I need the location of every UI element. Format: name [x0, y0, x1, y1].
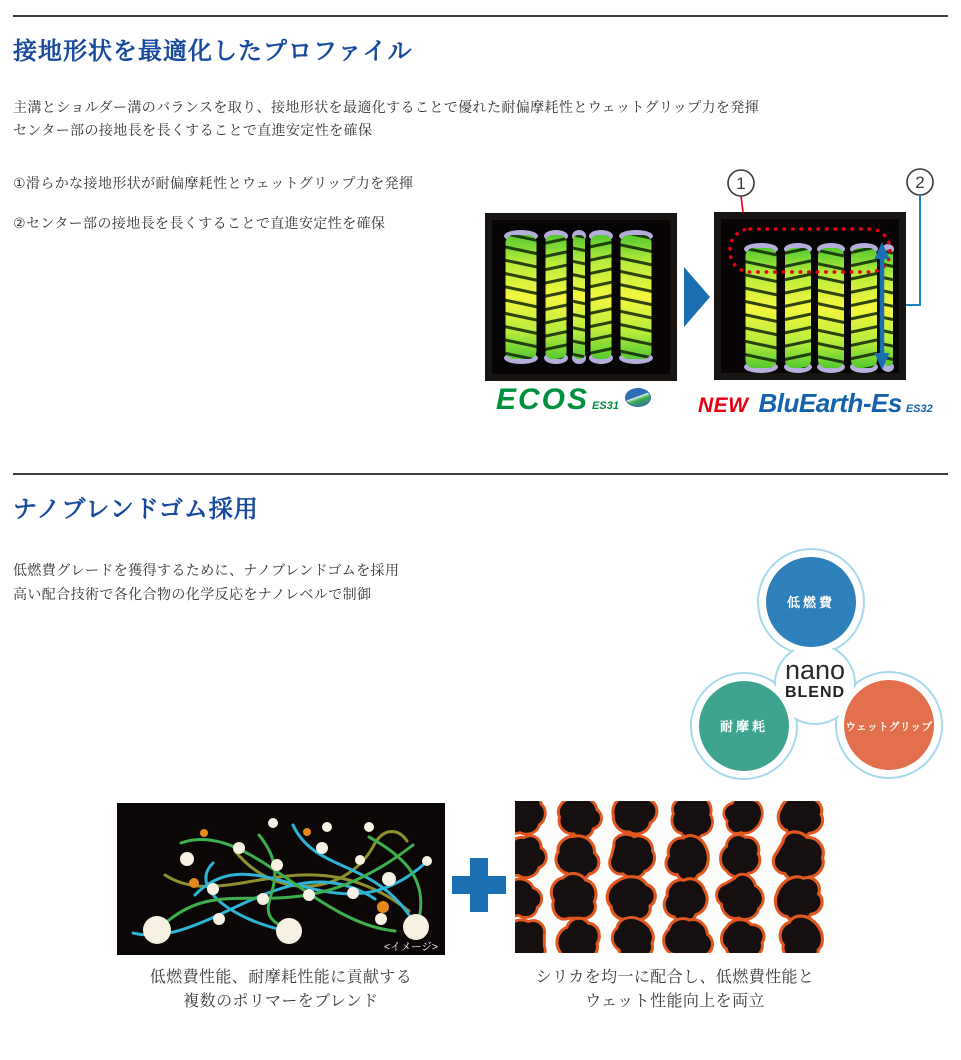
- nano-blend-diagram: [678, 545, 950, 785]
- wear-circle-label: 耐摩耗: [719, 719, 769, 734]
- wetgrip-circle-label: ウェットグリップ: [845, 721, 933, 733]
- section-divider-mid: [13, 473, 948, 475]
- caption-polymer: [117, 966, 445, 1014]
- nano-intro: [13, 558, 399, 606]
- profile-heading: 接地形状を最適化したプロファイル: [13, 38, 413, 65]
- profile-intro-line1: 主溝とショルダー溝のバランスを取り、接地形状を最適化することで優れた耐偏摩耗性とウェットグリップ力を発揮: [13, 99, 760, 115]
- ecos-logo: [496, 383, 651, 417]
- eco-mark-icon: [625, 388, 651, 407]
- tire-after-image: [714, 212, 906, 380]
- ecos-model: ES31: [592, 400, 619, 412]
- caption-silica-line2: ウェット性能向上を両立: [585, 993, 765, 1010]
- polymer-blend-image: [117, 803, 445, 955]
- tire-footprint-comparison: [480, 163, 950, 389]
- tread-ribs: [746, 248, 894, 368]
- callout-2-number: 2: [915, 173, 925, 192]
- caption-silica: [511, 966, 839, 1014]
- profile-intro: [13, 96, 759, 142]
- bluearth-model: ES32: [905, 403, 933, 415]
- silica-dispersion-image: [515, 801, 833, 953]
- section-divider-top: [13, 15, 948, 17]
- nano-intro-line1: 低燃費グレードを獲得するために、ナノブレンドゴムを採用: [13, 562, 400, 578]
- nano-intro-line2: 高い配合技術で各化合物の化学反応をナノレベルで制御: [13, 586, 372, 602]
- image-note: <イメージ>: [384, 941, 438, 953]
- blend-wordmark: BLEND: [784, 684, 846, 701]
- callout-1-number: 1: [736, 174, 746, 193]
- profile-intro-line2: センター部の接地長を長くすることで直進安定性を確保: [13, 122, 373, 138]
- nano-heading: ナノブレンドゴム採用: [13, 496, 259, 523]
- ecos-brand: ECOS: [496, 383, 590, 416]
- bluearth-brand: BluEarth-Es: [758, 388, 902, 418]
- profile-point2: ②センター部の接地長を長くすることで直進安定性を確保: [13, 215, 386, 231]
- caption-polymer-line1: 低燃費性能、耐摩耗性能に貢献する: [149, 969, 413, 986]
- tire-before-image: [485, 213, 677, 381]
- fuel-circle-label: 低燃費: [786, 595, 836, 610]
- bluearth-logo: [698, 388, 933, 419]
- plus-icon: [452, 858, 506, 912]
- caption-silica-line1: シリカを均一に配合し、低燃費性能と: [535, 969, 815, 986]
- tread-ribs: [506, 235, 652, 359]
- nano-wordmark: nano: [784, 655, 846, 685]
- caption-polymer-line2: 複数のポリマーをブレンド: [183, 993, 379, 1010]
- transition-arrow-icon: [684, 267, 710, 327]
- new-tag: NEW: [698, 394, 749, 417]
- profile-point1: ①滑らかな接地形状が耐偏摩耗性とウェットグリップ力を発揮: [13, 175, 414, 191]
